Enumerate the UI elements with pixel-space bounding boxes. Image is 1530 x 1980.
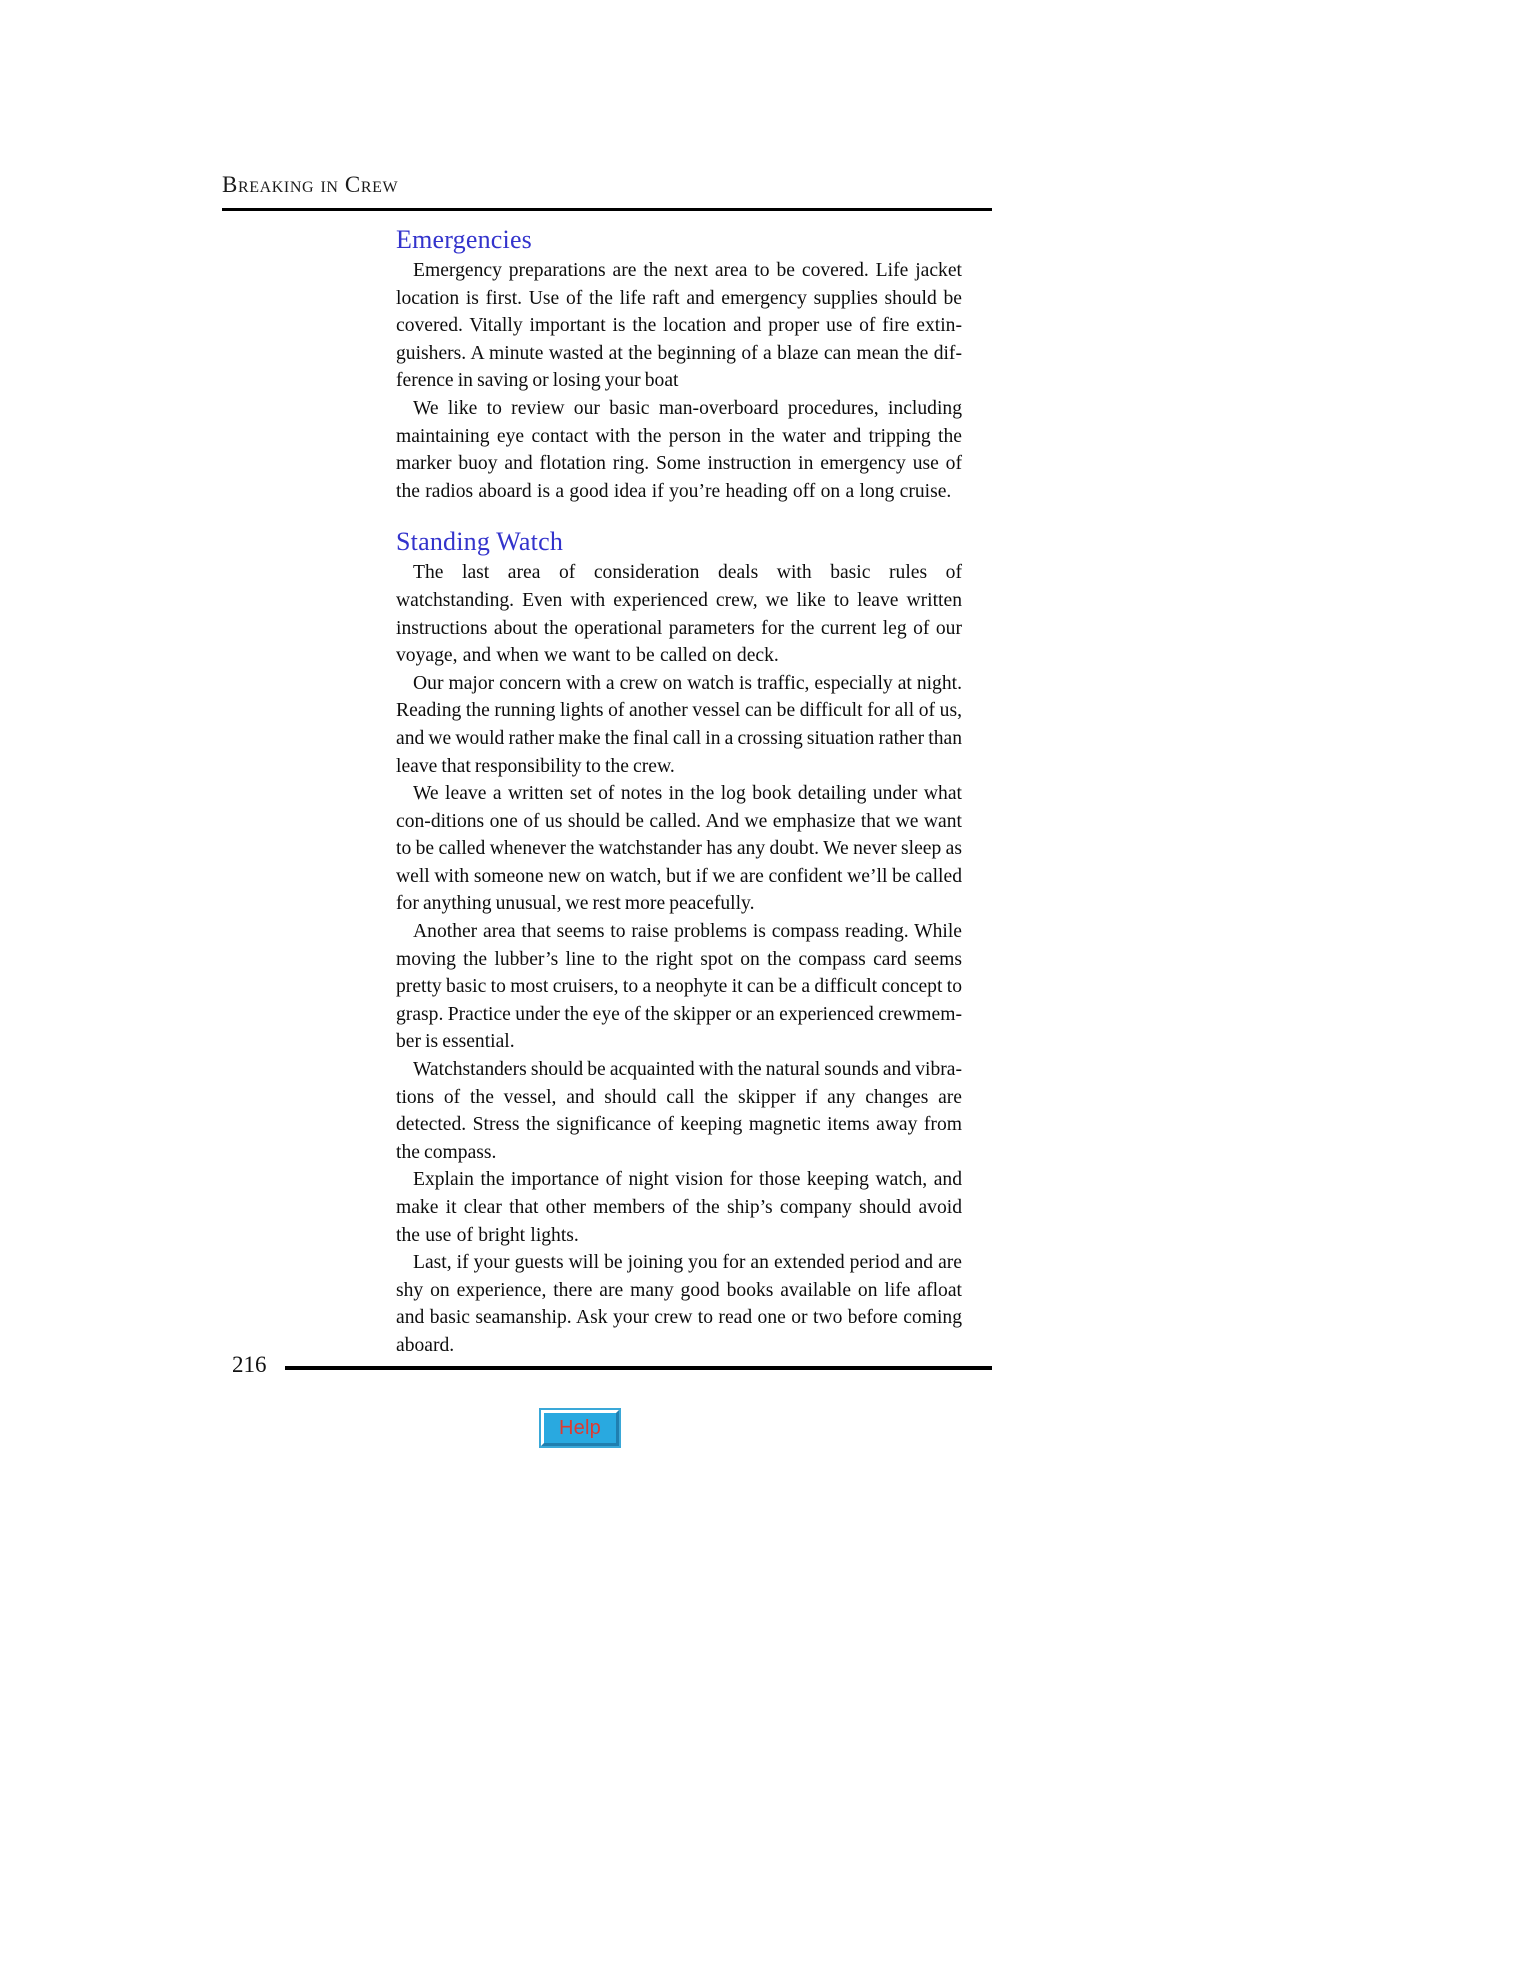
running-header	[222, 170, 992, 206]
running-header-text: Breaking in Crew	[222, 172, 399, 197]
paragraph-night-vision: Explain the importance of night vision for those keeping watch, and make it clear that other members of the ship’s company should avoid the use of bright lights.	[396, 1169, 962, 1246]
footer-divider-rule	[285, 1366, 992, 1370]
page-number: 216	[232, 1352, 267, 1377]
body-text-column	[396, 224, 962, 1360]
paragraph-compass-reading: Another area that seems to raise problems is compass reading. While moving the lubber’s line to the right spot on the compass card seems pretty basic to most cruisers, to a neophyte it can be a difficult concept to grasp. Practice under the eye of the skipper or an experienced crewmem-ber is essential.	[396, 921, 962, 1053]
section-heading-standing-watch: Standing Watch	[396, 527, 564, 557]
paragraph-watchstanding-rules: The last area of consideration deals with basic rules of watchstanding. Even with experienced crew, we like to leave written instructions about the operational parameters for the current leg of our voyage, and when we want to be called on deck.	[396, 562, 962, 667]
section-heading-emergencies: Emergencies	[396, 225, 532, 254]
paragraph-sounds-and-vibrations: Watchstanders should be acquainted with the natural sounds and vibra-tions of the vessel, and should call the skipper if any changes are detected. Stress the significance of keeping magnetic items away from the compass.	[396, 1059, 962, 1163]
header-divider-rule	[222, 208, 992, 211]
help-button-label: Help	[559, 1417, 601, 1439]
paragraph-guests-and-books: Last, if your guests will be joining you for an extended period and are shy on experience, there are many good books available on life afloat and basic seamanship. Ask your crew to read one or two before coming aboard.	[396, 1252, 962, 1356]
paragraph-written-notes: We leave a written set of notes in the log book detailing under what con-ditions one of us should be called. And we emphasize that we want to be called whenever the watchstander has any doubt. We never sleep as well with someone new on watch, but if we are confident we’ll be called for anything unusual, we rest more peacefully.	[396, 783, 962, 915]
paragraph-emergency-preparations: Emergency preparations are the next area to be covered. Life jacket location is first. Use of the life raft and emergency supplies should be covered. Vitally important is the location and proper use of fire extin-guishers. A minute wasted at the beginning of a blaze can mean the dif-ference in saving or losing your boat	[396, 260, 962, 392]
help-button[interactable]	[541, 1410, 619, 1446]
paragraph-man-overboard: We like to review our basic man-overboard procedures, including maintaining eye contact with the person in the water and tripping the marker buoy and flotation ring. Some instruction in emergency use of the radios aboard is a good idea if you’re heading off on a long cruise.	[396, 397, 962, 502]
paragraph-traffic-at-night: Our major concern with a crew on watch is traffic, especially at night. Reading the running lights of another vessel can be difficult for all of us, and we would rather make the final call in a crossing situation rather than leave that responsibility to the crew.	[396, 672, 962, 777]
